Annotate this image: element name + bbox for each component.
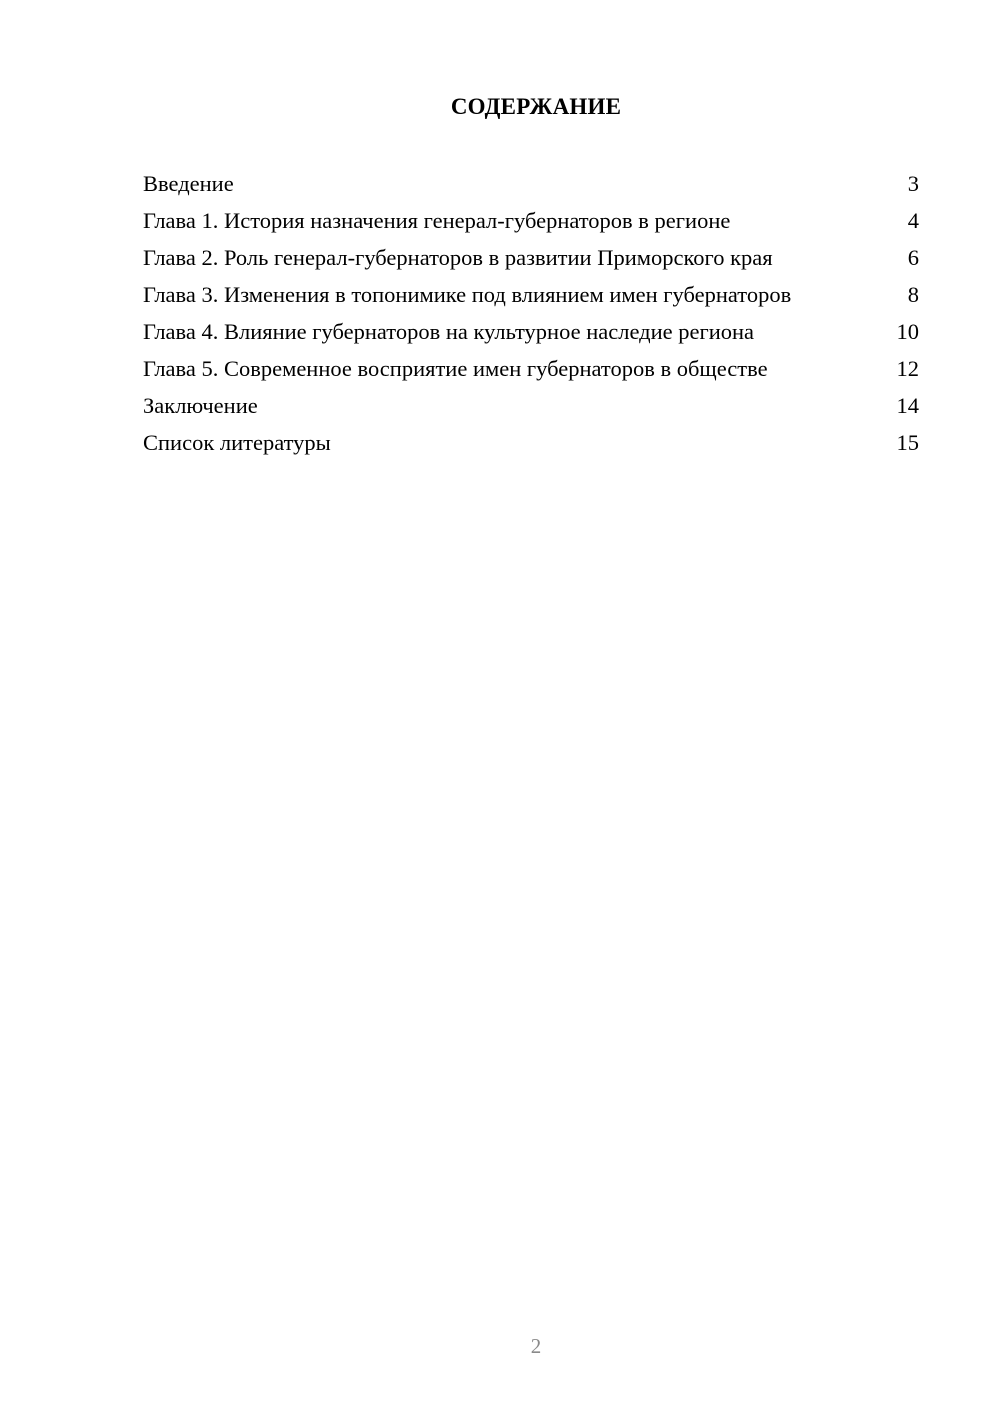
toc-entry-references (143, 429, 919, 456)
toc-entry-title: Глава 5. Современное восприятие имен губернаторов в обществе (143, 356, 768, 381)
toc-entry-introduction (143, 170, 919, 197)
toc-entry-title: Введение (143, 171, 234, 196)
toc-entry-chapter-2 (143, 244, 919, 271)
toc-entry-chapter-1 (143, 207, 919, 234)
toc-entry-page: 15 (896, 430, 919, 455)
toc-entry-title: Список литературы (143, 430, 331, 455)
toc-entry-page: 4 (907, 208, 919, 233)
toc-entry-chapter-3 (143, 281, 919, 308)
toc-entry-title: Глава 4. Влияние губернаторов на культурное наследие региона (143, 319, 755, 344)
toc-entry-page: 3 (907, 171, 919, 196)
page-number: 2 (530, 1334, 542, 1358)
table-of-contents (143, 170, 919, 466)
toc-entry-page: 12 (896, 356, 919, 381)
toc-entry-chapter-4 (143, 318, 919, 345)
toc-entry-title: Заключение (143, 393, 258, 418)
toc-entry-page: 10 (896, 319, 919, 344)
toc-entry-title: Глава 2. Роль генерал-губернаторов в развитии Приморского края (143, 245, 773, 270)
toc-entry-title: Глава 3. Изменения в топонимике под влиянием имен губернаторов (143, 282, 792, 307)
toc-entry-page: 14 (896, 393, 919, 418)
toc-entry-chapter-5 (143, 355, 919, 382)
toc-entry-page: 8 (907, 282, 919, 307)
toc-entry-page: 6 (907, 245, 919, 270)
page-title: СОДЕРЖАНИЕ (450, 94, 622, 119)
toc-entry-conclusion (143, 392, 919, 419)
toc-entry-title: Глава 1. История назначения генерал-губернаторов в регионе (143, 208, 731, 233)
